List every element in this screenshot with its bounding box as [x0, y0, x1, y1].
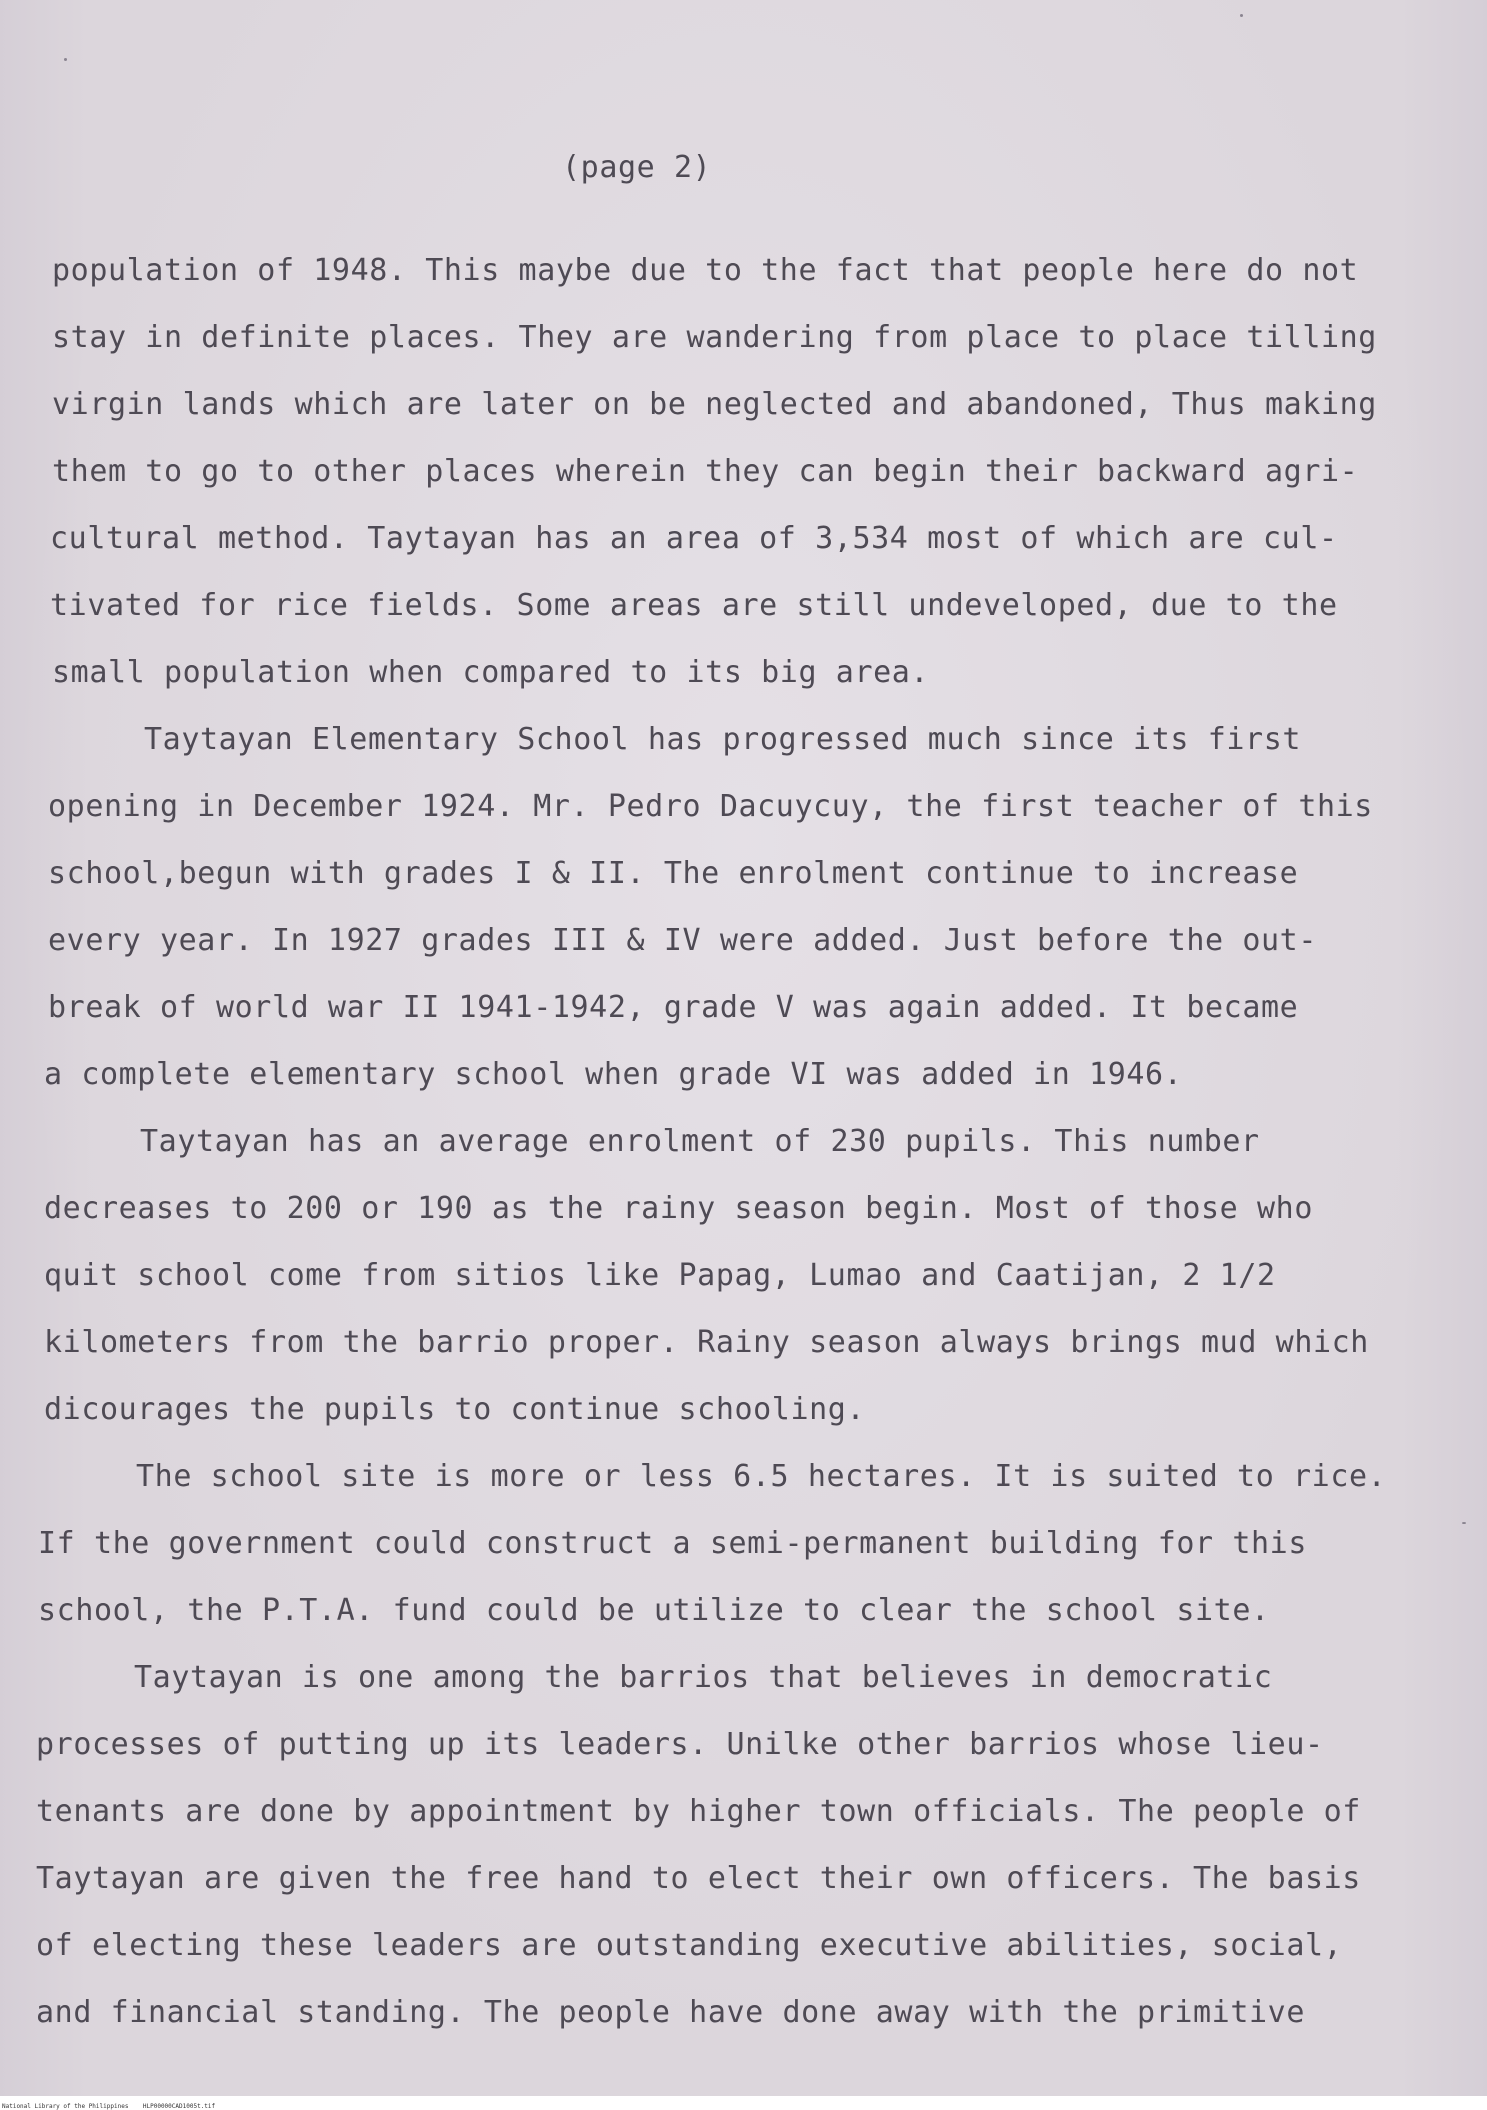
body-line: Taytayan Elementary School has progressed much since its first: [144, 722, 1302, 757]
body-line: processes of putting up its leaders. Unilke other barrios whose lieu-: [36, 1727, 1324, 1762]
body-line: dicourages the pupils to continue schooling.: [44, 1392, 866, 1427]
body-line: kilometers from the barrio proper. Rainy season always brings mud which: [44, 1325, 1369, 1360]
body-line: Taytayan has an average enrolment of 230 pupils. This number: [140, 1124, 1260, 1159]
body-line: break of world war II 1941-1942, grade V was again added. It became: [48, 990, 1299, 1025]
scan-footer-strip: [0, 2096, 1487, 2108]
body-line: If the government could construct a semi-permanent building for this: [38, 1526, 1307, 1561]
body-line: tivated for rice fields. Some areas are still undeveloped, due to the: [50, 588, 1338, 623]
body-line: them to go to other places wherein they can begin their backward agri-: [52, 454, 1359, 489]
body-line: cultural method. Taytayan has an area of 3,534 most of which are cul-: [50, 521, 1338, 556]
page-number-label: (page 2): [562, 150, 712, 185]
scan-footer-text: National Library of the Philippines HLP00000CAD1005t.tif: [2, 2103, 216, 2110]
body-line: school,begun with grades I & II. The enrolment continue to increase: [48, 856, 1299, 891]
body-line: and financial standing. The people have done away with the primitive: [36, 1995, 1305, 2030]
body-line: quit school come from sitios like Papag, Lumao and Caatijan, 2 1/2: [44, 1258, 1276, 1293]
body-line: a complete elementary school when grade VI was added in 1946.: [44, 1057, 1183, 1092]
body-line: Taytayan is one among the barrios that believes in democratic: [134, 1660, 1273, 1695]
body-line: population of 1948. This maybe due to the fact that people here do not: [52, 253, 1359, 288]
body-line: tenants are done by appointment by higher town officials. The people of: [36, 1794, 1361, 1829]
body-line: Taytayan are given the free hand to elect their own officers. The basis: [36, 1861, 1361, 1896]
body-line: opening in December 1924. Mr. Pedro Dacuycuy, the first teacher of this: [48, 789, 1373, 824]
body-line: school, the P.T.A. fund could be utilize to clear the school site.: [38, 1593, 1270, 1628]
body-line: stay in definite places. They are wandering from place to place tilling: [52, 320, 1377, 355]
body-line: virgin lands which are later on be neglected and abandoned, Thus making: [52, 387, 1377, 422]
body-line: small population when compared to its big area.: [52, 655, 930, 690]
body-line: every year. In 1927 grades III & IV were added. Just before the out-: [48, 923, 1317, 958]
body-line: of electing these leaders are outstanding executive abilities, social,: [36, 1928, 1343, 1963]
body-line: decreases to 200 or 190 as the rainy season begin. Most of those who: [44, 1191, 1313, 1226]
body-line: The school site is more or less 6.5 hectares. It is suited to rice.: [136, 1459, 1387, 1494]
